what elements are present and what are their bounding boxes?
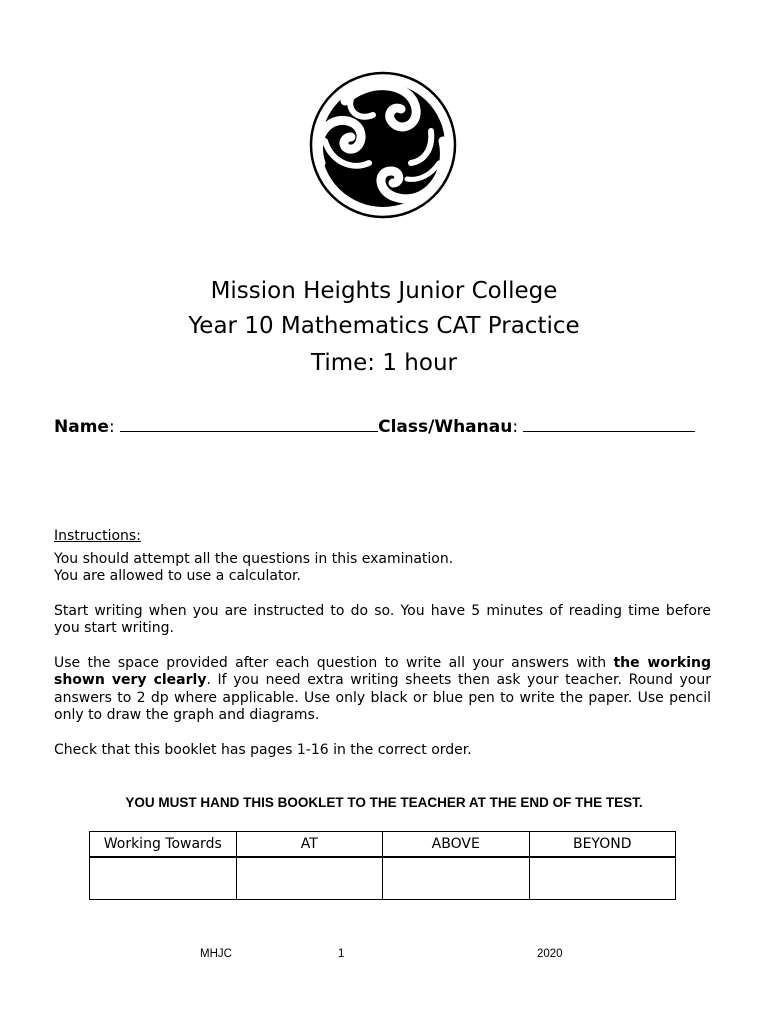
grade-col-beyond: BEYOND bbox=[529, 832, 676, 858]
grade-table-row bbox=[90, 857, 676, 900]
exam-duration: Time: 1 hour bbox=[311, 350, 457, 376]
instructions-para-1 bbox=[54, 551, 711, 586]
student-details-line bbox=[54, 416, 714, 437]
grade-col-working-towards: Working Towards bbox=[90, 832, 237, 858]
grade-cell-above[interactable] bbox=[383, 857, 530, 900]
grade-col-above: ABOVE bbox=[383, 832, 530, 858]
name-separator: : bbox=[108, 417, 115, 437]
footer-school-code: MHJC bbox=[200, 948, 232, 960]
koru-spiral-logo-icon bbox=[307, 71, 459, 219]
class-separator: : bbox=[512, 417, 519, 437]
class-blank[interactable] bbox=[523, 416, 695, 432]
para3-end: . If you need extra writing sheets then ask your teacher. Round your answers to 2 dp where applicable. Use only black or blue pen to write the paper. Use pencil only to draw the graph and diagrams. bbox=[54, 672, 711, 723]
footer-year: 2020 bbox=[537, 948, 563, 960]
hand-in-notice: YOU MUST HAND THIS BOOKLET TO THE TEACHER AT THE END OF THE TEST. bbox=[125, 795, 643, 810]
instructions-para-2: Start writing when you are instructed to do so. You have 5 minutes of reading time before you start writing. bbox=[54, 602, 711, 636]
school-title: Mission Heights Junior College bbox=[210, 278, 558, 304]
para3-bold: the working shown very clearly bbox=[54, 654, 711, 688]
instructions-section bbox=[54, 528, 711, 776]
instruction-line-2: You are allowed to use a calculator. bbox=[54, 568, 301, 584]
exam-title: Year 10 Mathematics CAT Practice bbox=[188, 313, 580, 339]
grade-cell-beyond[interactable] bbox=[529, 857, 676, 900]
grade-col-at: AT bbox=[236, 832, 383, 858]
instructions-para-3 bbox=[54, 655, 711, 725]
name-blank[interactable] bbox=[120, 416, 378, 432]
class-label: Class/Whanau bbox=[378, 417, 513, 437]
grade-table bbox=[89, 831, 676, 900]
instructions-heading: Instructions: bbox=[54, 528, 141, 544]
grade-cell-at[interactable] bbox=[236, 857, 383, 900]
footer-page-number: 1 bbox=[338, 948, 345, 960]
para3-start: Use the space provided after each question to write all your answers with bbox=[54, 654, 614, 671]
name-label: Name bbox=[54, 417, 109, 437]
grade-cell-working-towards[interactable] bbox=[90, 857, 237, 900]
instructions-para-4: Check that this booklet has pages 1-16 in the correct order. bbox=[54, 741, 472, 758]
instruction-line-1: You should attempt all the questions in this examination. bbox=[54, 550, 454, 567]
grade-table-header bbox=[90, 832, 676, 858]
